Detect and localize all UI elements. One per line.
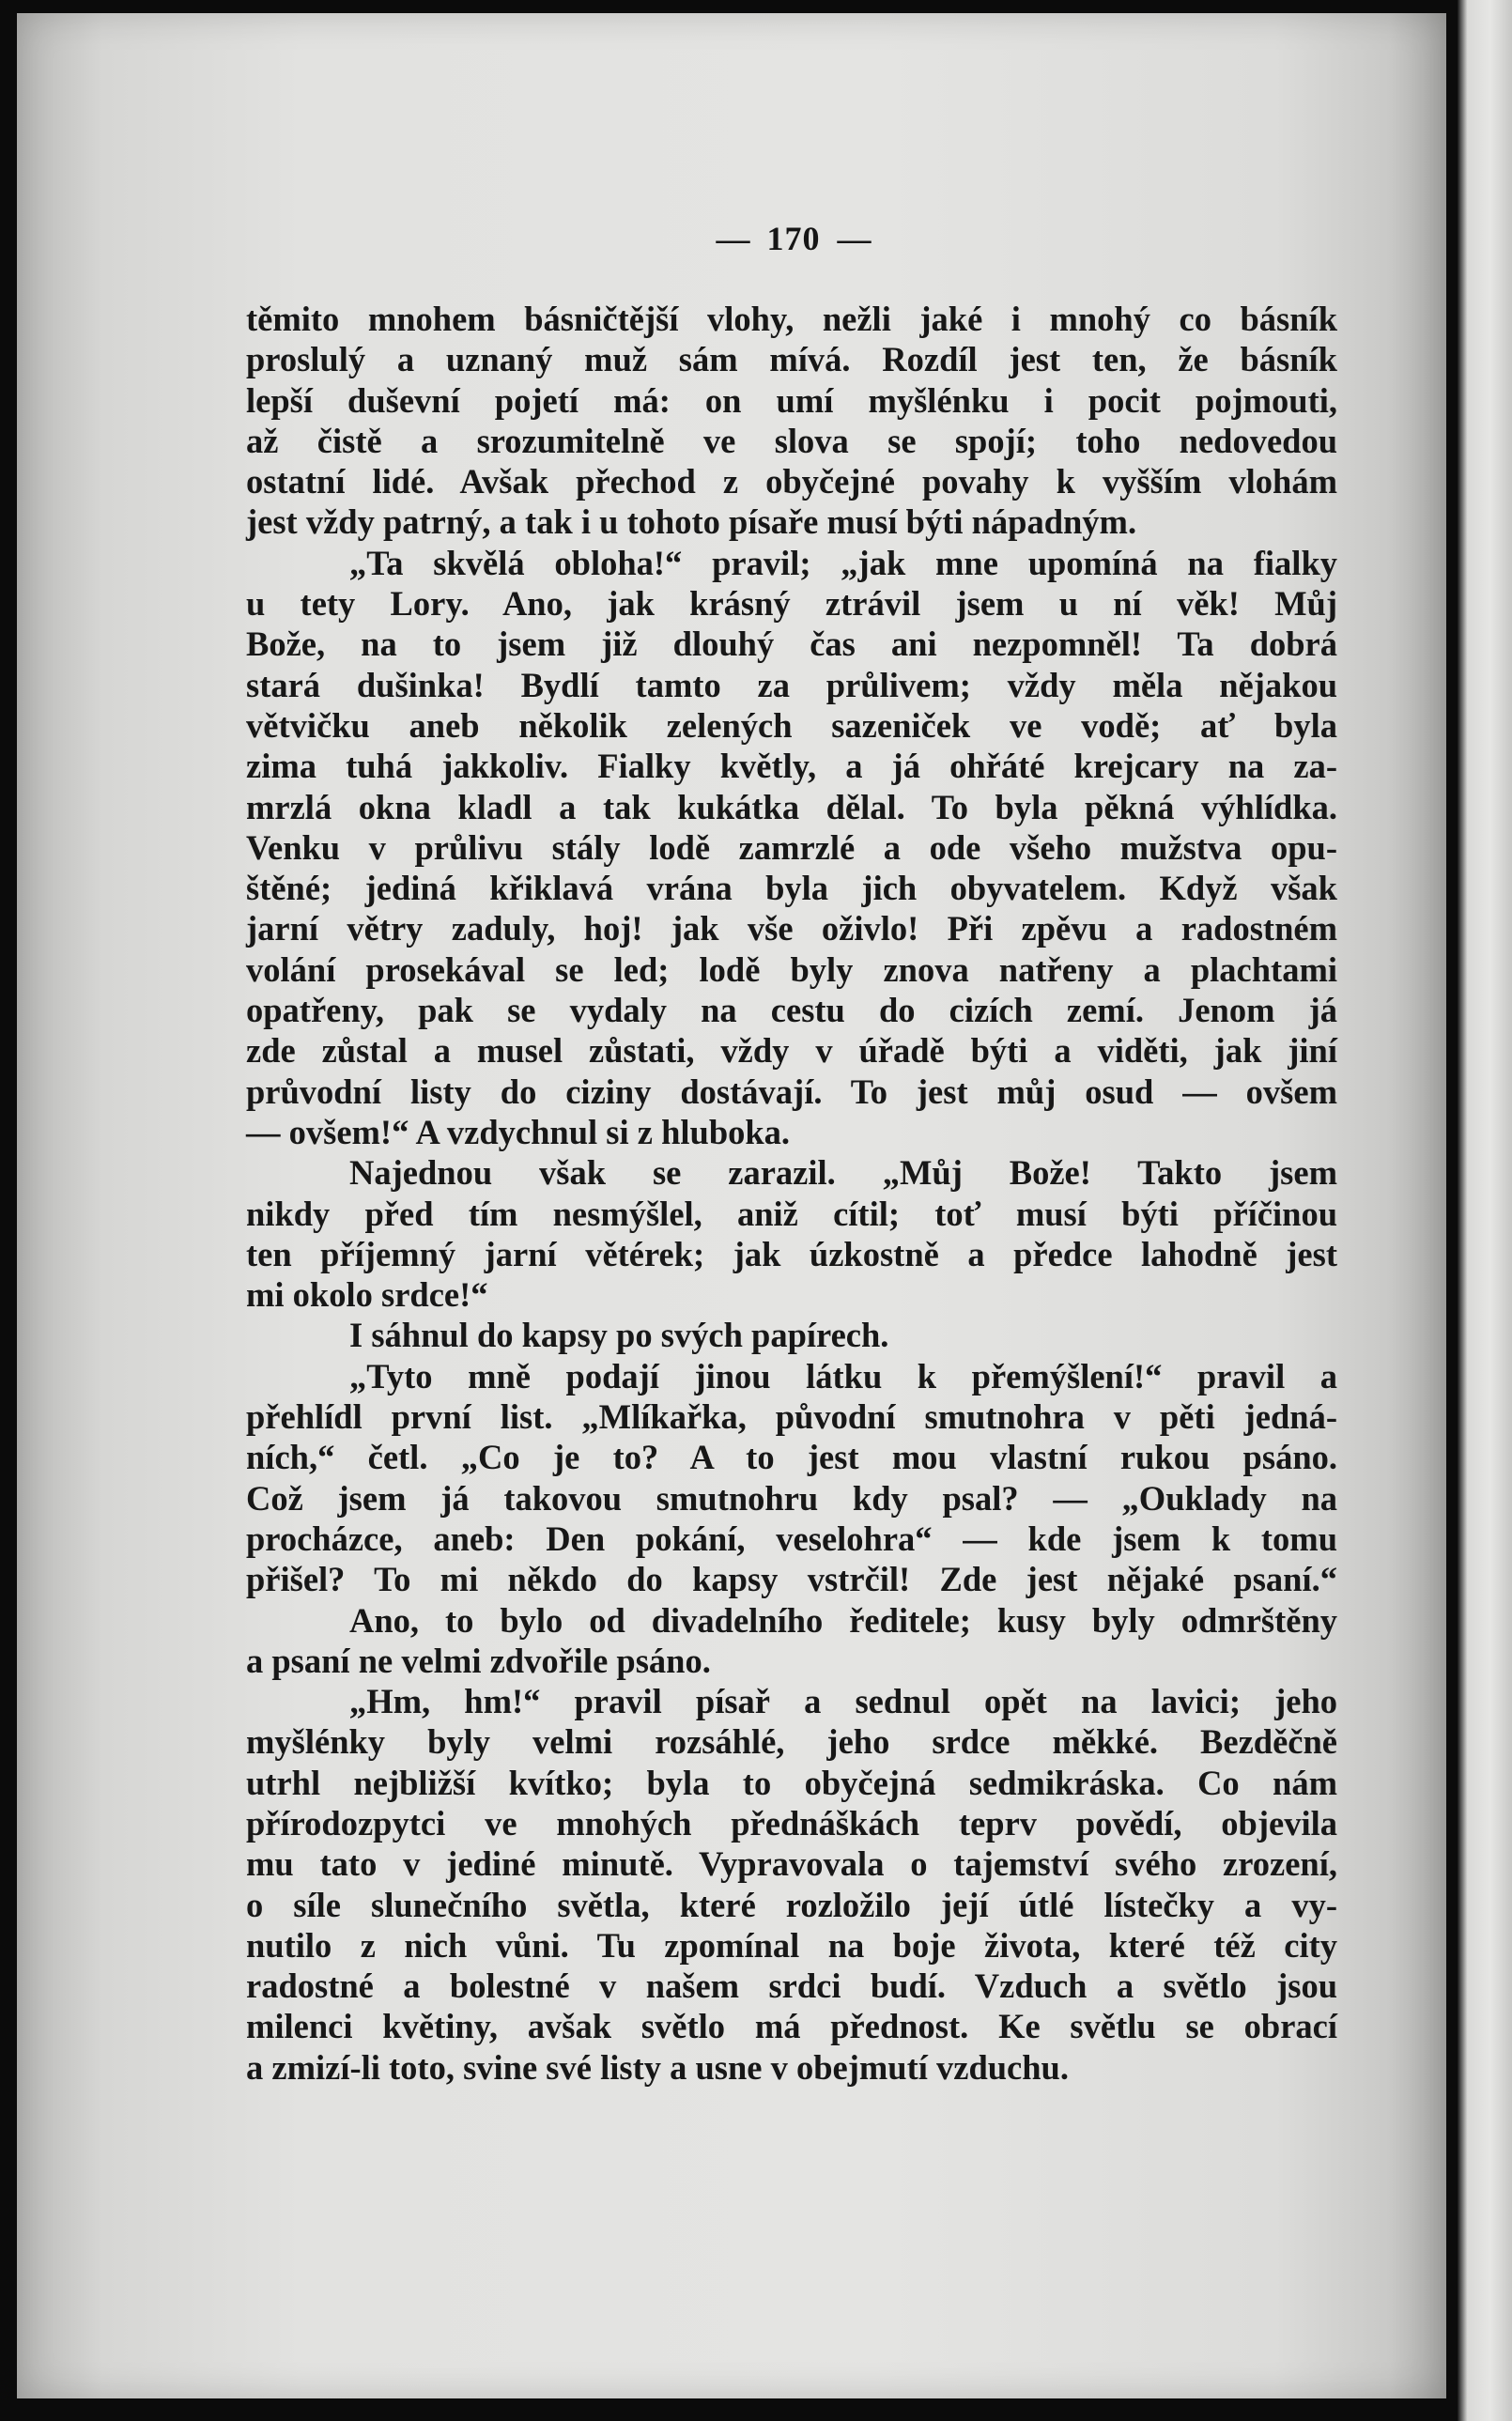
text-line: I sáhnul do kapsy po svých papírech. — [349, 1316, 889, 1355]
text-line: u tety Lory. Ano, jak krásný ztrávil jsem u ní věk! Můj — [246, 584, 1337, 624]
text-line: utrhl nejbližší kvítko; byla to obyčejná sedmikráska. Co nám — [246, 1763, 1337, 1802]
text-line: nikdy před tím nesmýšlel, aniž cítil; toť musí býti příčinou — [246, 1194, 1337, 1233]
text-line: jest vždy patrný, a tak i u tohoto písaře musí býti nápadným. — [246, 502, 1137, 542]
page-edge — [1458, 0, 1512, 2421]
text-line: „Tyto mně podají jinou látku k přemýšlení!“ pravil a — [349, 1356, 1337, 1396]
text-line: mi okolo srdce!“ — [246, 1275, 488, 1315]
text-line: Což jsem já takovou smutnohru kdy psal? — „Ouklady na — [246, 1478, 1337, 1518]
text-line: zima tuhá jakkoliv. Fialky květly, a já ohřáté krejcary na za- — [246, 747, 1337, 786]
text-line: přírodozpytci ve mnohých přednáškách teprv povědí, objevila — [246, 1803, 1337, 1843]
page-header — [667, 214, 920, 263]
text-line: Bože, na to jsem již dlouhý čas ani nezpomněl! Ta dobrá — [246, 625, 1337, 664]
text-line: ních,“ četl. „Co je to? A to jest mou vlastní rukou psáno. — [246, 1438, 1337, 1477]
text-line: — ovšem!“ A vzdychnul si z hluboka. — [246, 1112, 791, 1151]
text-line: a zmizí-li toto, svine své listy a usne v obejmutí vzduchu. — [246, 2047, 1069, 2087]
text-line: mu tato v jediné minutě. Vypravovala o tajemství svého zrození, — [246, 1844, 1337, 1884]
text-line: stará dušinka! Bydlí tamto za průlivem; vždy měla nějakou — [246, 665, 1337, 704]
text-line: milenci květiny, avšak světlo má přednost. Ke světlu se obrací — [246, 2007, 1337, 2046]
text-line: nutilo z nich vůni. Tu zpomínal na boje života, které též city — [246, 1925, 1337, 1965]
text-line: myšlénky byly velmi rozsáhlé, jeho srdce měkké. Bezděčně — [246, 1722, 1337, 1762]
text-line: Ano, to bylo od divadelního ředitele; kusy byly odmrštěny — [349, 1600, 1337, 1640]
header-dash-left: — — [716, 220, 750, 257]
text-line: ostatní lidé. Avšak přechod z obyčejné povahy k vyšším vlohám — [246, 462, 1337, 501]
text-line: Venku v průlivu stály lodě zamrzlé a ode všeho mužstva opu- — [246, 827, 1337, 867]
text-line: přišel? To mi někdo do kapsy vstrčil! Zde jest nějaké psaní.“ — [246, 1560, 1337, 1599]
header-dash-right: — — [837, 220, 872, 257]
text-line: těmito mnohem básničtější vlohy, nežli jaké i mnohý co básník — [246, 300, 1337, 338]
text-line: až čistě a srozumitelně ve slova se spojí; toho nedovedou — [246, 421, 1337, 460]
text-line: a psaní ne velmi zdvořile psáno. — [246, 1641, 711, 1680]
page-number: 170 — [766, 220, 821, 257]
text-line: „Ta skvělá obloha!“ pravil; „jak mne upomíná na fialky — [349, 543, 1337, 582]
text-line: ten příjemný jarní větérek; jak úzkostně a předce lahodně jest — [246, 1234, 1337, 1273]
text-line: proslulý a uznaný muž sám mívá. Rozdíl jest ten, že básník — [246, 340, 1337, 379]
text-line: jarní větry zaduly, hoj! jak vše oživlo! Při zpěvu a radostném — [246, 909, 1337, 948]
text-line: volání prosekával se led; lodě byly znova natřeny a plachtami — [246, 949, 1337, 989]
text-line: štěné; jediná křiklavá vrána byla jich obyvatelem. Když však — [246, 869, 1337, 908]
text-line: průvodní listy do ciziny dostávají. To jest můj osud — ovšem — [246, 1072, 1337, 1111]
text-line: opatřeny, pak se vydaly na cestu do cizích zemí. Jenom já — [246, 991, 1337, 1030]
text-line: radostné a bolestné v našem srdci budí. Vzduch a světlo jsou — [246, 1966, 1337, 2006]
text-line: o síle slunečního světla, které rozložilo její útlé lístečky a vy- — [246, 1885, 1337, 1924]
text-line: Najednou však se zarazil. „Můj Bože! Takto jsem — [349, 1153, 1337, 1193]
text-line: přehlídl první list. „Mlíkařka, původní smutnohra v pěti jedná- — [246, 1397, 1337, 1437]
text-line: zde zůstal a musel zůstati, vždy v úřadě býti a viděti, jak jiní — [246, 1031, 1337, 1071]
text-line: procházce, aneb: Den pokání, veselohra“ — kde jsem k tomu — [246, 1519, 1337, 1558]
text-line: mrzlá okna kladl a tak kukátka dělal. To byla pěkná výhlídka. — [246, 787, 1337, 826]
body-text — [246, 299, 1337, 2088]
text-line: větvičku aneb několik zelených sazeniček ve vodě; ať byla — [246, 705, 1337, 745]
text-line: lepší duševní pojetí má: on umí myšlénku i pocit pojmouti, — [246, 380, 1337, 420]
text-line: „Hm, hm!“ pravil písař a sednul opět na lavici; jeho — [349, 1682, 1337, 1721]
